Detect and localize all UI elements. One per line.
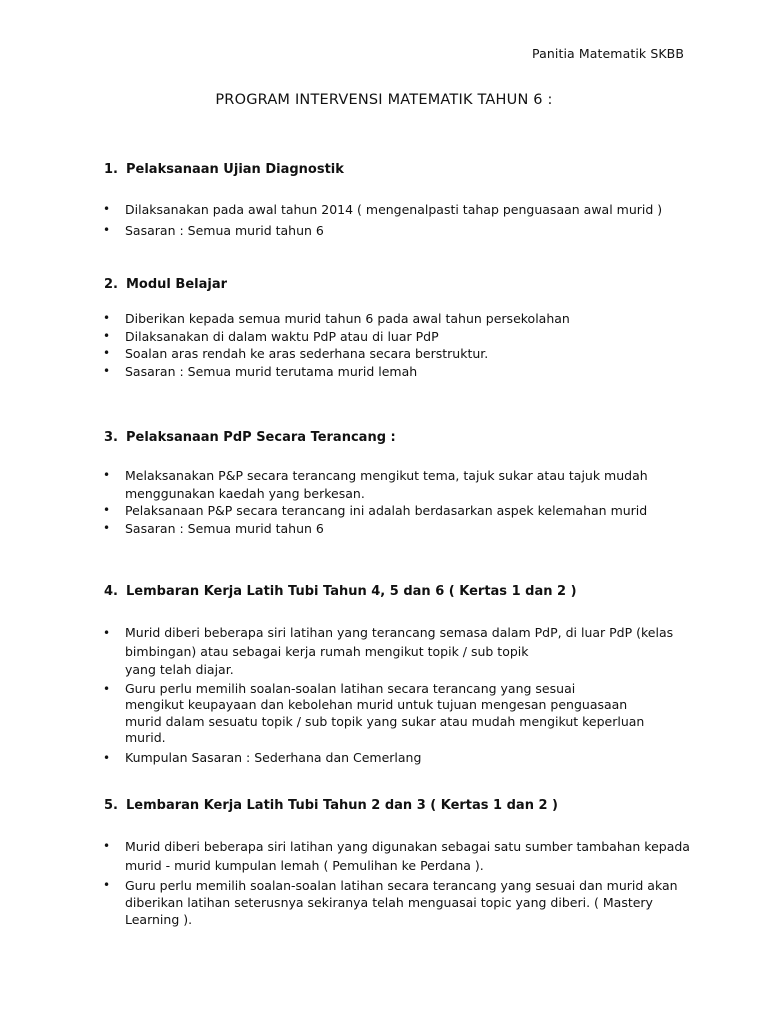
list-item-text: Murid diberi beberapa siri latihan yang terancang semasa dalam PdP, di luar PdP (kelas — [125, 625, 674, 640]
list-item-text: mengikut keupayaan dan kebolehan murid untuk tujuan mengesan penguasaan — [125, 697, 628, 712]
list-item-text: Learning ). — [125, 912, 193, 927]
bullet-icon: • — [103, 839, 111, 853]
header-note: Panitia Matematik SKBB — [532, 46, 684, 61]
bullet-icon: • — [103, 328, 111, 343]
list-item — [100, 502, 720, 520]
section-number: 3. — [104, 430, 118, 445]
list-item — [100, 749, 720, 768]
list-item-text: Soalan aras rendah ke aras sederhana secara berstruktur. — [125, 346, 489, 361]
section-number: 1. — [104, 162, 118, 177]
list-item-text: murid dalam sesuatu topik / sub topik yang sukar atau mudah mengikut keperluan — [125, 713, 645, 729]
list-item — [100, 328, 720, 346]
list-item — [100, 837, 720, 875]
bullet-icon: • — [103, 468, 111, 482]
list-item-text: yang telah diajar. — [125, 662, 234, 677]
section-title: Lembaran Kerja Latih Tubi Tahun 2 dan 3 ( Kertas 1 dan 2 ) — [126, 798, 558, 813]
bullet-list-2 — [100, 310, 720, 380]
section-heading-5 — [104, 798, 558, 813]
document-title: PROGRAM INTERVENSI MATEMATIK TAHUN 6 : — [215, 92, 553, 108]
bullet-list-3 — [100, 467, 720, 537]
bullet-icon: • — [103, 681, 111, 696]
list-item-text: Pelaksanaan P&P secara terancang ini adalah berdasarkan aspek kelemahan murid — [125, 503, 648, 518]
section-title: Lembaran Kerja Latih Tubi Tahun 4, 5 dan 6 ( Kertas 1 dan 2 ) — [126, 584, 577, 599]
list-item-text: Sasaran : Semua murid tahun 6 — [125, 222, 324, 238]
list-item-text: Dilaksanakan di dalam waktu PdP atau di luar PdP — [125, 328, 439, 344]
bullet-icon: • — [103, 311, 111, 325]
section-number: 2. — [104, 277, 118, 292]
list-item-text: Dilaksanakan pada awal tahun 2014 ( mengenalpasti tahap penguasaan awal murid ) — [125, 202, 663, 217]
bullet-icon: • — [103, 626, 111, 640]
bullet-icon: • — [103, 503, 111, 517]
list-item — [100, 624, 720, 680]
list-item — [100, 520, 720, 538]
list-item — [100, 310, 720, 328]
list-item-text: murid. — [125, 730, 166, 745]
bullet-icon: • — [103, 346, 111, 360]
bullet-icon: • — [103, 363, 111, 378]
list-item-text: Sasaran : Semua murid terutama murid lemah — [125, 363, 418, 379]
section-title: Modul Belajar — [126, 277, 228, 292]
section-heading-4 — [104, 584, 577, 599]
list-item — [100, 363, 720, 381]
list-item — [100, 467, 720, 502]
bullet-list-5 — [100, 837, 720, 928]
section-number: 4. — [104, 584, 118, 599]
bullet-list-4 — [100, 624, 720, 767]
bullet-list-1 — [100, 201, 720, 239]
section-number: 5. — [104, 798, 118, 813]
list-item-text: diberikan latihan seterusnya sekiranya telah menguasai topic yang diberi. ( Mastery — [125, 895, 653, 910]
list-item-text: Diberikan kepada semua murid tahun 6 pada awal tahun persekolahan — [125, 311, 570, 326]
list-item-text: Melaksanakan P&P secara terancang mengikut tema, tajuk sukar atau tajuk mudah — [125, 468, 648, 483]
bullet-icon: • — [103, 878, 111, 892]
list-item-text: Kumpulan Sasaran : Sederhana dan Cemerlang — [125, 749, 422, 765]
list-item — [100, 222, 720, 240]
list-item — [100, 345, 720, 363]
section-title: Pelaksanaan Ujian Diagnostik — [126, 162, 344, 177]
list-item-text: Guru perlu memilih soalan-soalan latihan secara terancang yang sesuai dan murid akan — [125, 878, 678, 893]
list-item — [100, 877, 720, 928]
list-item — [100, 201, 720, 219]
list-item-text: bimbingan) atau sebagai kerja rumah mengikut topik / sub topik — [125, 643, 529, 659]
list-item-text: Murid diberi beberapa siri latihan yang digunakan sebagai satu sumber tambahan kepada — [125, 839, 690, 854]
bullet-icon: • — [103, 202, 111, 216]
bullet-icon: • — [103, 750, 111, 765]
list-item — [100, 681, 720, 747]
section-heading-1 — [104, 162, 344, 177]
list-item-text: Guru perlu memilih soalan-soalan latihan secara terancang yang sesuai — [125, 680, 576, 696]
list-item-text: murid - murid kumpulan lemah ( Pemulihan ke Perdana ). — [125, 858, 484, 873]
list-item-text: Sasaran : Semua murid tahun 6 — [125, 520, 324, 536]
list-item-text: menggunakan kaedah yang berkesan. — [125, 485, 365, 501]
section-title: Pelaksanaan PdP Secara Terancang : — [126, 430, 396, 445]
bullet-icon: • — [103, 520, 111, 535]
bullet-icon: • — [103, 222, 111, 237]
section-heading-2 — [104, 277, 227, 292]
section-heading-3 — [104, 430, 396, 445]
